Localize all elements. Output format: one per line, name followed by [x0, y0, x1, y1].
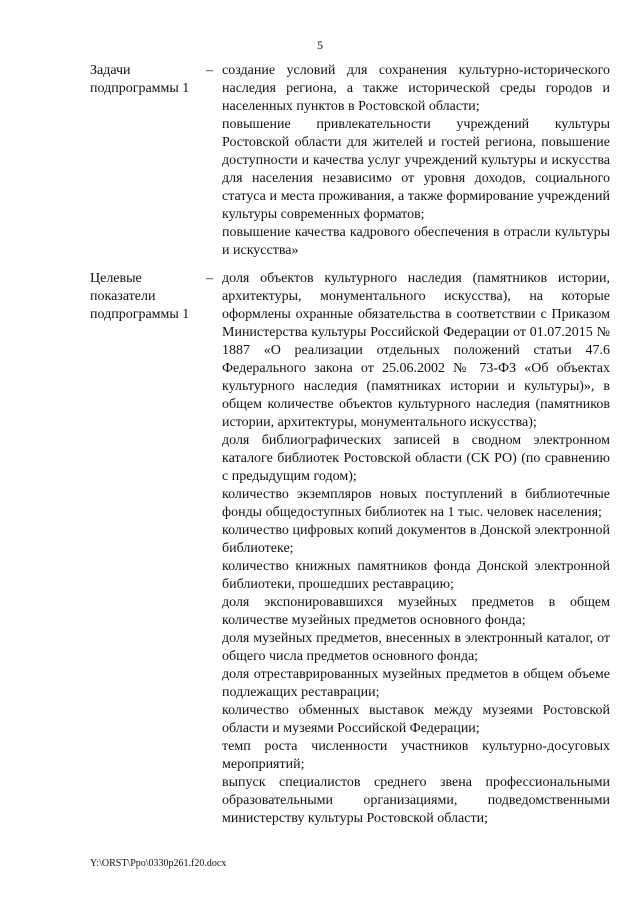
list-item: количество обменных выставок между музеями Ростовской области и музеями Российской Федерации; — [222, 703, 610, 736]
list-item: доля экспонировавшихся музейных предметов в общем количестве музейных предметов основного фонда; — [222, 595, 610, 628]
list-item: количество книжных памятников фонда Донской электронной библиотеки, прошедших реставрацию; — [222, 559, 610, 592]
section-label: Задачи подпрограммы 1 — [90, 63, 190, 96]
list-item: повышение качества кадрового обеспечения в отрасли культуры и искусства» — [222, 225, 610, 258]
item-list — [222, 270, 610, 828]
list-item: доля отреставрированных музейных предметов в общем объеме подлежащих реставрации; — [222, 667, 610, 700]
list-item: количество экземпляров новых поступлений в библиотечные фонды общедоступных библиотек на 1 тыс. человек населения; — [222, 487, 610, 520]
list-item: доля библиографических записей в сводном электронном каталоге библиотек Ростовской области (СК РО) (по сравнению с предыдущим годом); — [222, 433, 610, 484]
section-label: Целевые показатели подпрограммы 1 — [90, 271, 190, 322]
list-item: количество цифровых копий документов в Донской электронной библиотеке; — [222, 523, 610, 556]
list-item: доля объектов культурного наследия (памятников истории, архитектуры, монументального искусства), на которые оформлены охранные обязательства в соответствии с Приказом Министерства культуры Российской Федерации от 01.07.2015 № 1887 «О реализации отдельных положений статьи 47.6 Федерального закона от 25.06.2002 № 73-ФЗ «Об объектах культурного наследия (памятниках истории и культуры)», в общем количестве объектов культурного наследия (памятников истории, архитектуры, монументального искусства); — [222, 271, 610, 430]
file-path-footer: Y:\ORST\Ppo\0330p261.f20.docx — [90, 858, 227, 869]
section-indicators — [90, 270, 610, 850]
section-tasks — [90, 62, 610, 262]
list-item: доля музейных предметов, внесенных в электронный каталог, от общего числа предметов основного фонда; — [222, 631, 610, 664]
list-item: создание условий для сохранения культурно-исторического наследия региона, а также исторической среды городов и населенных пунктов в Ростовской области; — [222, 63, 610, 114]
dash-marker: – — [206, 63, 213, 78]
list-item: повышение привлекательности учреждений культуры Ростовской области для жителей и гостей региона, повышение доступности и качества услуг учреждений культуры и искусства для населения независимо от уровня доходов, социального статуса и места проживания, а также формирование учреждений культуры современных форматов; — [222, 117, 610, 222]
list-item: темп роста численности участников культурно-досуговых мероприятий; — [222, 739, 610, 772]
page-number: 5 — [317, 38, 323, 52]
dash-marker: – — [206, 271, 213, 286]
list-item: выпуск специалистов среднего звена профессиональными образовательными организациями, подведомственными министерству культуры Ростовской области; — [222, 775, 610, 826]
item-list — [222, 62, 610, 260]
